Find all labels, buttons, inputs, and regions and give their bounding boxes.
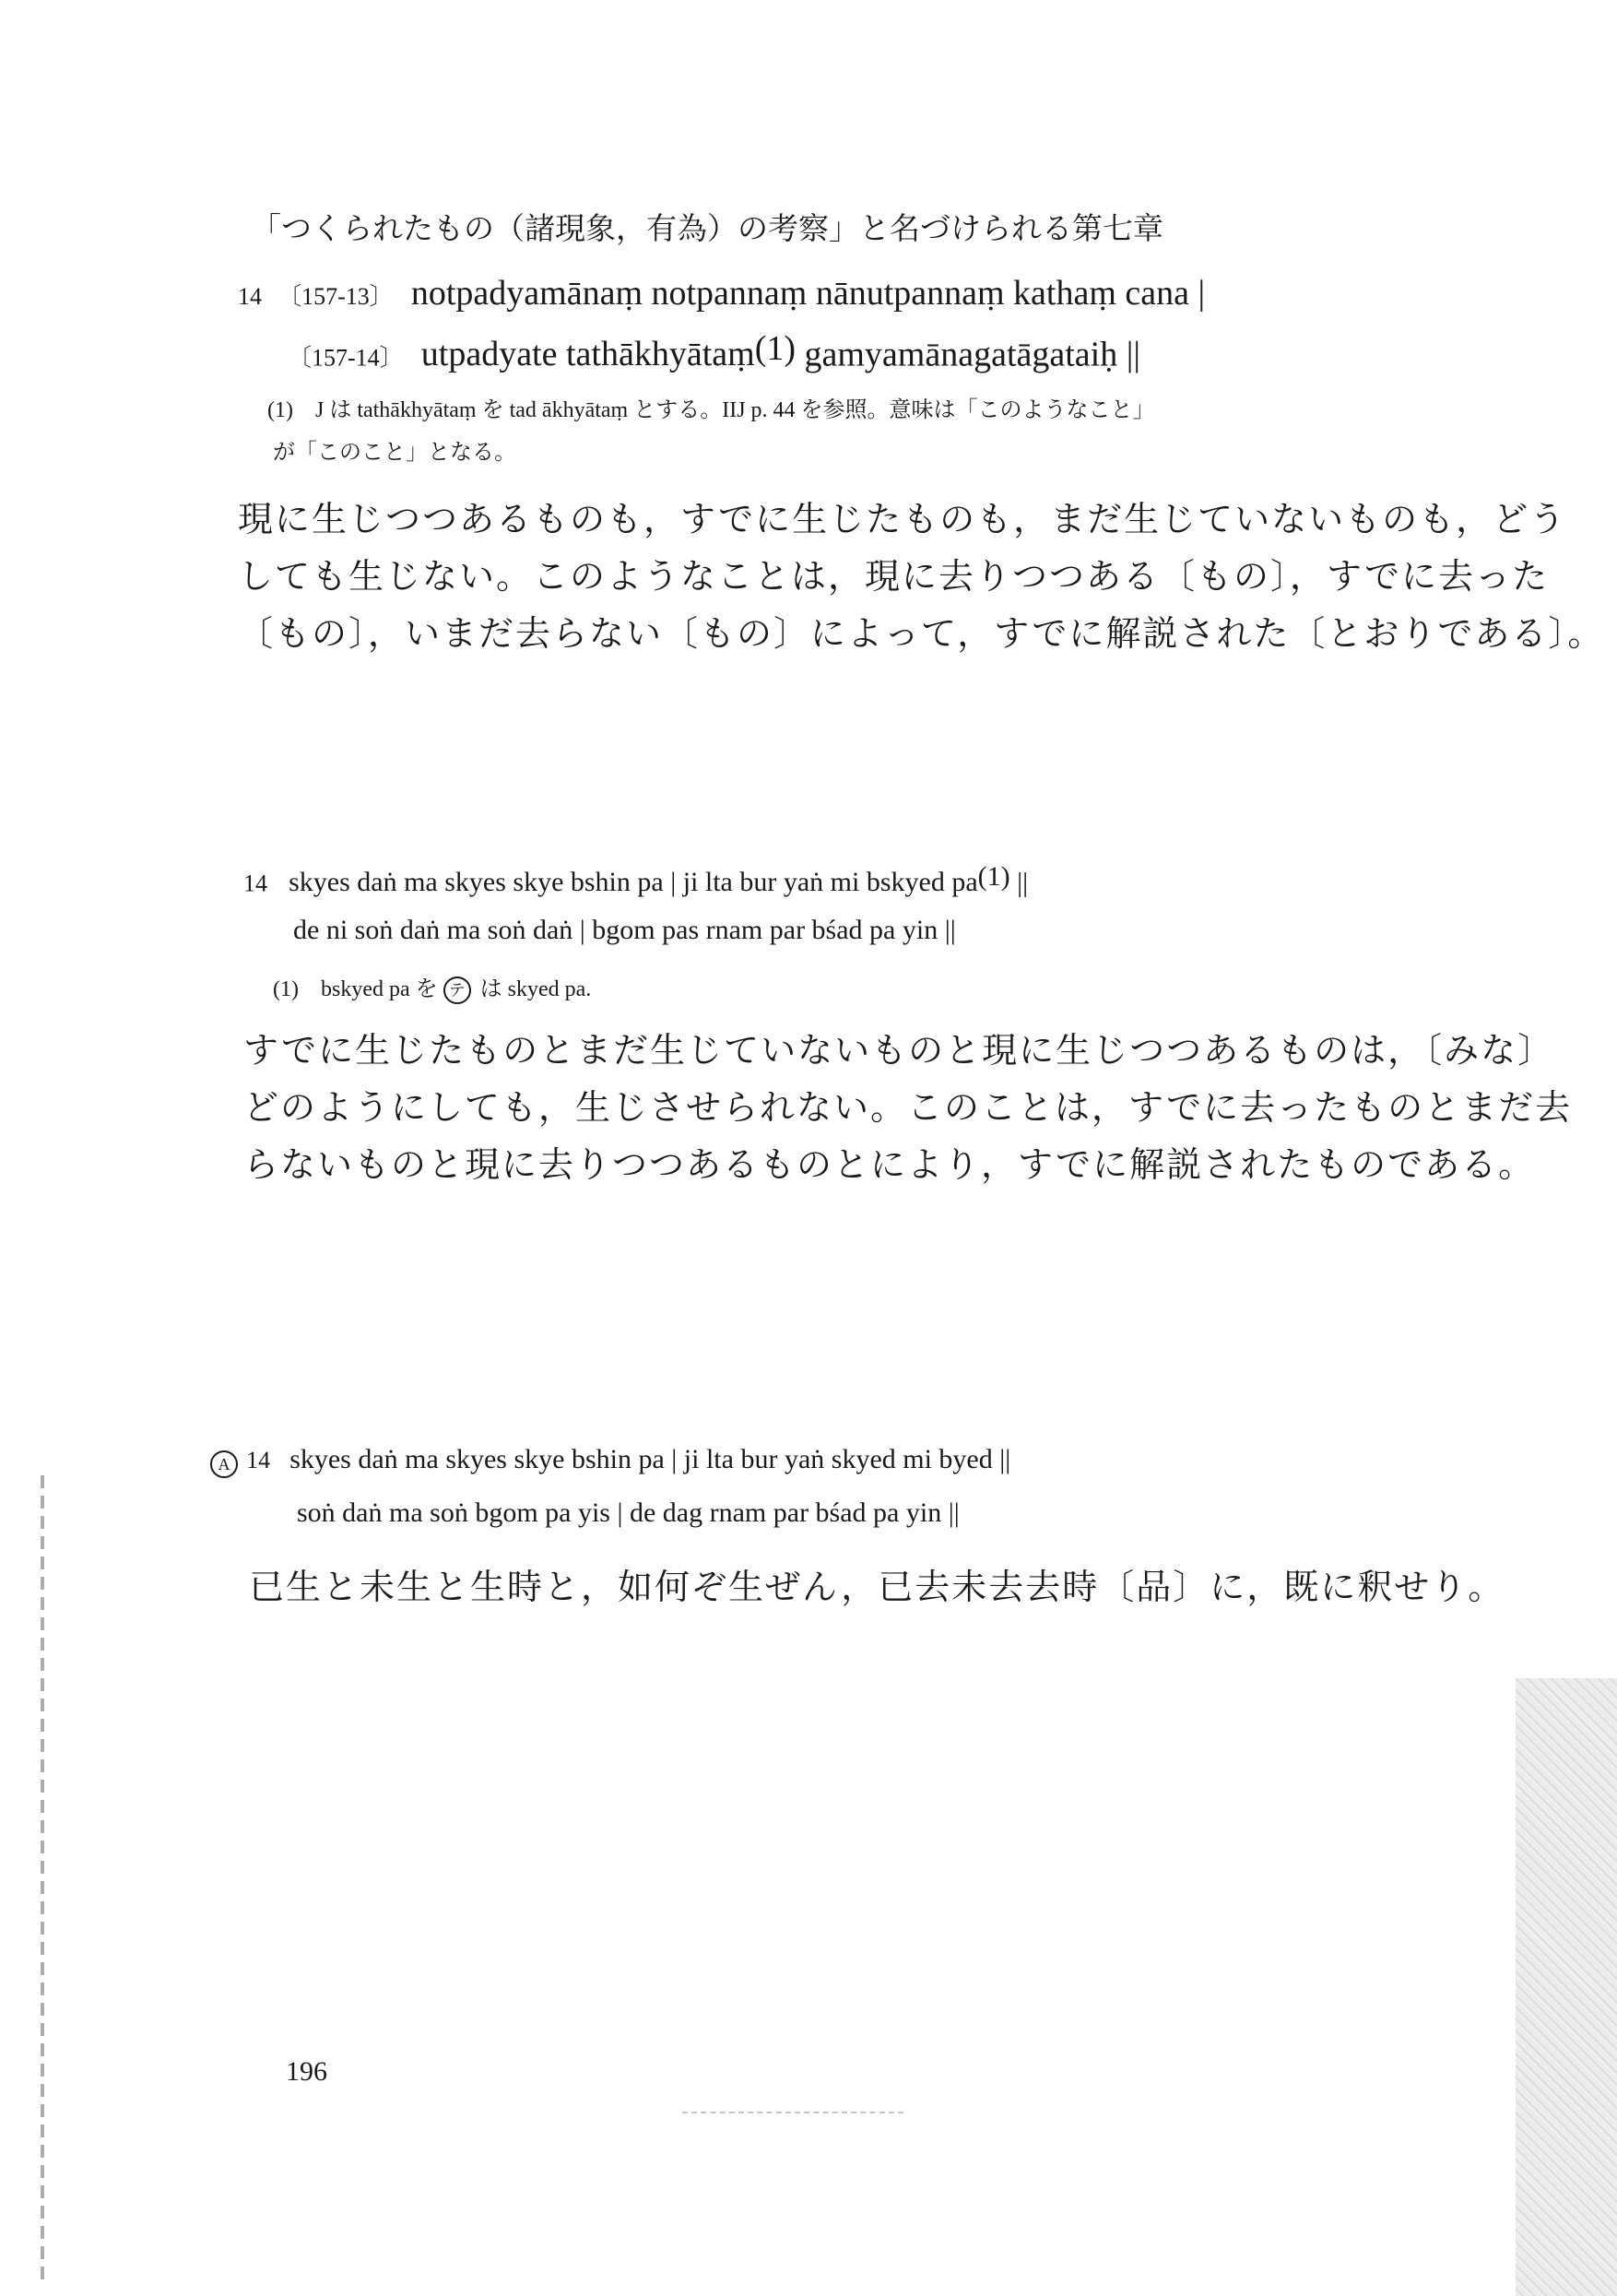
tibetan-line-2: de ni soṅ daṅ ma soṅ daṅ | bgom pas rnam par bśad pa yin || xyxy=(293,915,956,945)
tibetan-line-1 xyxy=(243,861,1028,898)
footnote-text: は skyed pa. xyxy=(474,977,592,1001)
sanskrit-text: utpadyate tathākhyātaṃ xyxy=(420,335,755,374)
scan-mark xyxy=(682,2112,903,2114)
chinese-line-2: soṅ daṅ ma soṅ bgom pa yis | de dag rnam par bśad pa yin || xyxy=(297,1497,960,1528)
verse-number: 14 xyxy=(246,1447,271,1473)
page-ref: 〔157-14〕 xyxy=(288,344,404,372)
footnote-marker: (1) xyxy=(754,329,796,368)
sanskrit-line-2 xyxy=(288,328,1140,374)
kundoku-translation: 已生と未生と生時と，如何ぞ生ぜん，已去未去去時〔品〕に，既に釈せり。 xyxy=(249,1567,1505,1607)
footnote-marker: (1) xyxy=(977,861,1010,892)
footnote: (1) J は tathākhyātaṃ を tad ākhyātaṃ とする。IIJ p. 44 を参照。意味は「このようなこと」 xyxy=(267,398,1155,422)
edition-siglum-icon: A xyxy=(210,1450,238,1478)
page-ref: 〔157-13〕 xyxy=(277,283,394,310)
verse-number: 14 xyxy=(243,870,267,897)
sanskrit-text: notpadyamānaṃ notpannaṃ nānutpannaṃ kathaṃ cana | xyxy=(410,274,1206,313)
page-number: 196 xyxy=(286,2056,327,2087)
tibetan-text: skyes daṅ ma skyes skye bshin pa | ji lta bur yaṅ mi bskyed pa xyxy=(289,867,978,898)
translation-line: 現に生じつつあるものも，すでに生じたものも，まだ生じていないものも，どう xyxy=(238,499,1567,539)
sanskrit-text: gamyamānagatāgataiḥ || xyxy=(796,335,1140,374)
footnote-text: (1) bskyed pa を xyxy=(273,977,443,1001)
translation-line: どのようにしても，生じさせられない。このことは，すでに去ったものとまだ去 xyxy=(243,1087,1573,1128)
chapter-header: 「つくられたもの（諸現象，有為）の考察」と名づけられる第七章 xyxy=(251,210,1163,246)
translation-line: 〔もの〕，いまだ去らない〔もの〕によって，すでに解説された〔とおりである〕。 xyxy=(238,613,1605,654)
footnote xyxy=(273,970,591,1004)
scan-edge xyxy=(41,1475,44,2287)
sanskrit-line-1 xyxy=(238,273,1205,314)
translation-line: しても生じない。このようなことは，現に去りつつある〔もの〕，すでに去った xyxy=(238,556,1550,597)
tibetan-text: || xyxy=(1009,867,1029,898)
translation-line: すでに生じたものとまだ生じていないものと現に生じつつあるものは，〔みな〕 xyxy=(243,1030,1555,1071)
tibetan-text: skyes daṅ ma skyes skye bshin pa | ji lta bur yaṅ skyed mi byed || xyxy=(289,1444,1011,1474)
translation-line: らないものと現に去りつつあるものとにより，すでに解説されたものである。 xyxy=(243,1144,1536,1185)
chinese-line-1 xyxy=(210,1444,1010,1478)
footnote-continuation: が「このこと」となる。 xyxy=(273,441,516,465)
scan-shadow xyxy=(1516,1678,1617,2296)
edition-siglum-icon: テ xyxy=(443,976,471,1004)
verse-number: 14 xyxy=(238,283,262,310)
